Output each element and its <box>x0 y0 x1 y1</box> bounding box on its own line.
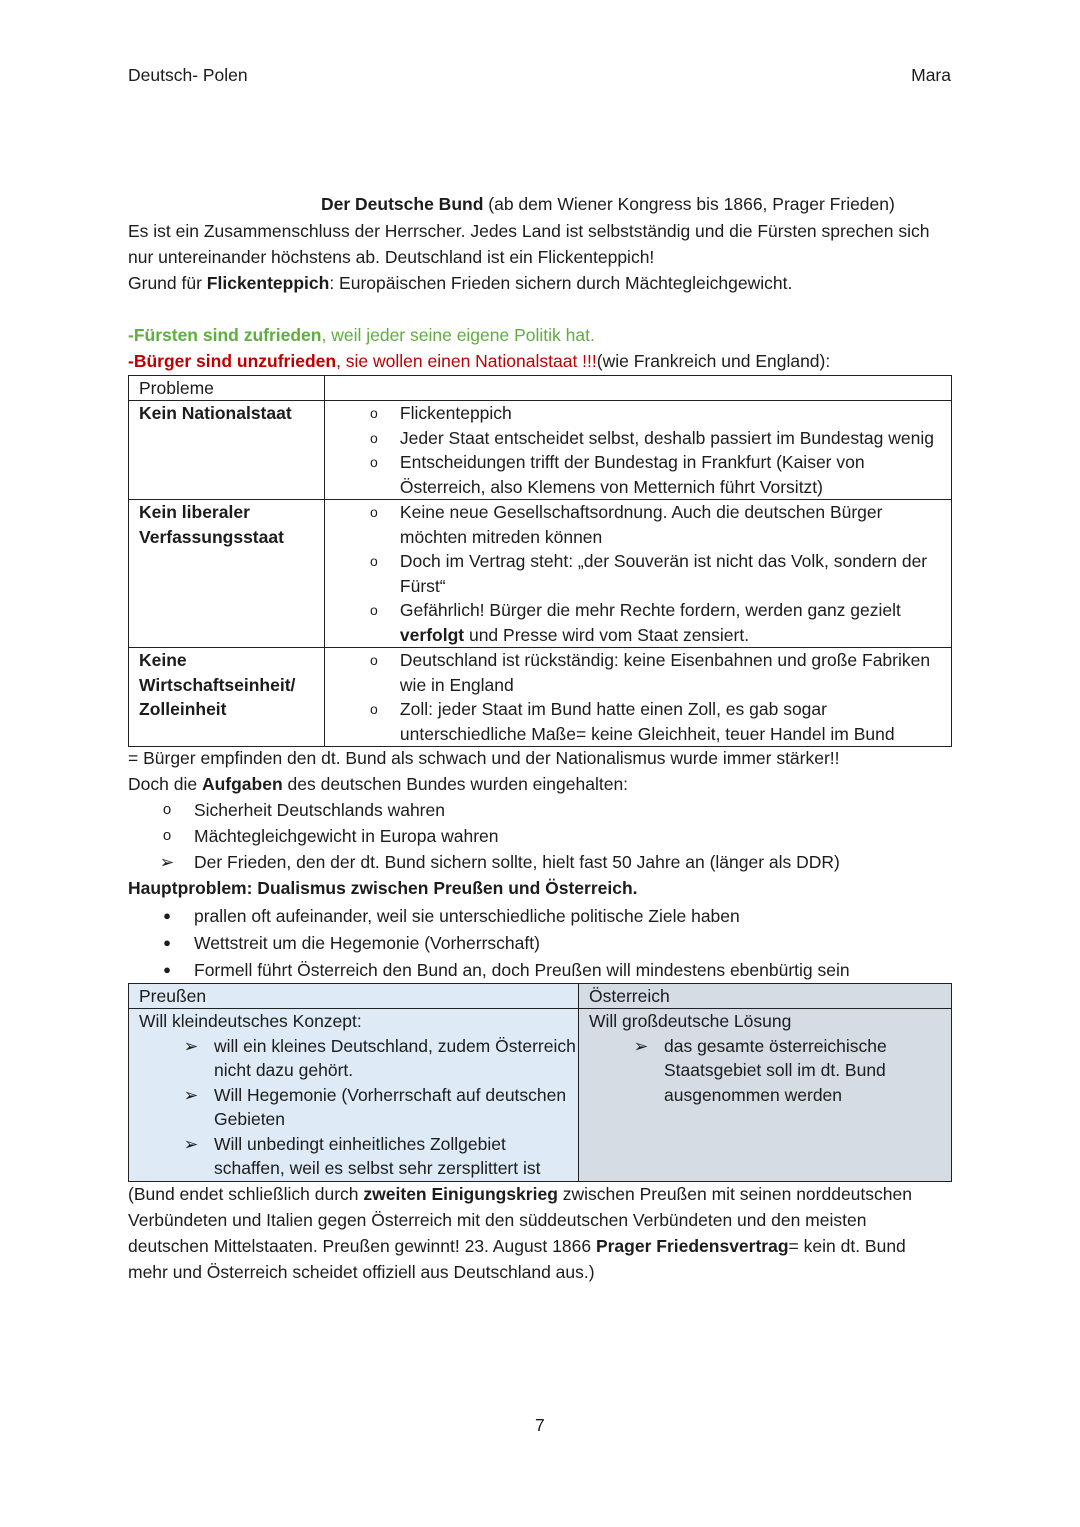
problem-item-text: Entscheidungen trifft der Bundestag in Frankfurt (Kaiser von Österreich, also Klemens von Metternich führt Vorsitzt) <box>399 452 865 497</box>
ending-pre: (Bund endet schließlich durch <box>128 1184 364 1204</box>
circle-bullet-icon: o <box>162 801 172 818</box>
prussia-cell <box>129 1009 579 1182</box>
circle-bullet-icon: o <box>162 827 172 844</box>
dot-bullet-icon: ● <box>163 908 171 923</box>
problem-items <box>324 500 951 648</box>
circle-bullet-icon: o <box>370 553 378 569</box>
problems-header: Probleme <box>129 376 325 401</box>
prussia-item-text: Will Hegemonie (Vorherrschaft auf deutschen Gebieten <box>214 1084 567 1129</box>
problem-item-text: Deutschland ist rückständig: keine Eisenbahnen und große Fabriken wie in England <box>399 650 931 695</box>
list-item <box>155 957 850 983</box>
summary-line: = Bürger empfinden den dt. Bund als schwach und der Nationalismus wurde immer stärker!! <box>128 748 840 768</box>
buerger-black-rest: (wie Frankreich und England): <box>596 351 831 371</box>
arrow-bullet-icon: ➢ <box>183 1084 199 1105</box>
page-title <box>321 191 895 217</box>
austria-header: Österreich <box>579 984 952 1009</box>
aufgaben-line <box>128 771 628 797</box>
intro-line-2: nur untereinander höchstens ab. Deutschland ist ein Flickenteppich! <box>128 247 655 267</box>
ending-post: = kein dt. Bund <box>788 1236 906 1256</box>
buerger-line <box>128 348 830 374</box>
aufgaben-bold: Aufgaben <box>201 774 283 794</box>
comparison-table <box>128 983 952 1182</box>
problem-label: Kein Nationalstaat <box>129 401 325 500</box>
austria-intro: Will großdeutsche Lösung <box>589 1011 792 1031</box>
problem-item-text: Doch im Vertrag steht: „der Souverän ist nicht das Volk, sondern der Fürst“ <box>399 551 928 596</box>
prussia-header: Preußen <box>129 984 579 1009</box>
header-left: Deutsch- Polen <box>128 65 248 85</box>
aufgaben-post: des deutschen Bundes wurden eingehalten: <box>282 774 629 794</box>
problem-label: Kein liberaler Verfassungsstaat <box>129 500 325 648</box>
circle-bullet-icon: o <box>370 504 378 520</box>
circle-bullet-icon: o <box>370 652 378 668</box>
list-item-text: Formell führt Österreich den Bund an, doch Preußen will mindestens ebenbürtig sein <box>194 960 850 980</box>
problem-items <box>324 648 951 747</box>
problem-item <box>325 500 951 549</box>
austria-item <box>589 1034 951 1108</box>
problem-item <box>325 426 951 451</box>
ending-line-2: Verbündeten und Italien gegen Österreich mit den süddeutschen Verbündeten und den meisten <box>128 1210 867 1230</box>
buerger-red-rest: , sie wollen einen Nationalstaat !!! <box>336 351 597 371</box>
dot-bullet-icon: ● <box>163 935 171 950</box>
dot-bullet-icon: ● <box>163 962 171 977</box>
ending-bold: zweiten Einigungskrieg <box>363 1184 558 1204</box>
problem-item <box>325 401 951 426</box>
list-item <box>155 930 540 956</box>
circle-bullet-icon: o <box>370 429 378 446</box>
intro-line-3-pre: Grund für <box>128 273 207 293</box>
prussia-item <box>139 1034 578 1083</box>
prussia-item-text: Will unbedingt einheitliches Zollgebiet schaffen, weil es selbst sehr zersplittert ist <box>214 1133 541 1178</box>
problem-item-text: Zoll: jeder Staat im Bund hatte einen Zoll, es gab sogar unterschiedliche Maße= keine Gleichheit, teuer Handel im Bund <box>399 699 895 744</box>
list-item-text: Mächtegleichgewicht in Europa wahren <box>194 826 499 846</box>
list-item-text: Der Frieden, den der dt. Bund sichern sollte, hielt fast 50 Jahre an (länger als DDR) <box>194 852 840 872</box>
aufgaben-pre: Doch die <box>128 774 202 794</box>
list-item <box>155 797 445 823</box>
problem-item-text: Gefährlich! Bürger die mehr Rechte fordern, werden ganz gezielt <box>399 600 901 620</box>
fuersten-bold: -Fürsten sind zufrieden <box>128 325 322 345</box>
ending-line-3 <box>128 1233 906 1259</box>
arrow-bullet-icon: ➢ <box>183 1133 199 1154</box>
ending-post: zwischen Preußen mit seinen norddeutschen <box>557 1184 912 1204</box>
austria-cell <box>579 1009 952 1182</box>
prussia-item <box>139 1132 578 1181</box>
list-item <box>155 849 840 875</box>
problem-label: Keine Wirtschaftseinheit/ Zolleinheit <box>129 648 325 747</box>
ending-line-4: mehr und Österreich scheidet offiziell aus Deutschland aus.) <box>128 1262 595 1282</box>
austria-item-text: das gesamte österreichische Staatsgebiet soll im dt. Bund ausgenommen werden <box>664 1035 887 1105</box>
fuersten-rest: , weil jeder seine eigene Politik hat. <box>321 325 595 345</box>
buerger-bold: -Bürger sind unzufrieden <box>128 351 337 371</box>
prussia-item-text: will ein kleines Deutschland, zudem Österreich nicht dazu gehört. <box>214 1035 576 1080</box>
list-item-text: Wettstreit um die Hegemonie (Vorherrschaft) <box>194 933 540 953</box>
problems-header-empty <box>324 376 951 401</box>
prussia-item <box>139 1083 578 1132</box>
header-right: Mara <box>911 65 951 85</box>
intro-line-3-bold: Flickenteppich <box>206 273 330 293</box>
intro-line-1: Es ist ein Zusammenschluss der Herrscher. Jedes Land ist selbstständig und die Fürsten sprechen sich <box>128 221 930 241</box>
problem-item <box>325 450 951 499</box>
problem-item <box>325 598 951 647</box>
title-bold: Der Deutsche Bund <box>321 194 484 214</box>
hauptproblem-heading: Hauptproblem: Dualismus zwischen Preußen und Österreich. <box>128 878 638 898</box>
arrow-bullet-icon: ➢ <box>159 852 175 872</box>
circle-bullet-icon: o <box>370 602 378 618</box>
list-item-text: prallen oft aufeinander, weil sie unterschiedliche politische Ziele haben <box>194 906 740 926</box>
intro-line-3-post: : Europäischen Frieden sichern durch Mächtegleichgewicht. <box>329 273 793 293</box>
ending-bold: Prager Friedensvertrag <box>595 1236 789 1256</box>
intro-line-3 <box>128 270 792 296</box>
circle-bullet-icon: o <box>370 405 378 421</box>
problem-item <box>325 648 951 697</box>
list-item-text: Sicherheit Deutschlands wahren <box>194 800 445 820</box>
problem-item <box>325 549 951 598</box>
problem-item-bold: verfolgt <box>399 624 465 645</box>
title-rest: (ab dem Wiener Kongress bis 1866, Prager Frieden) <box>483 194 895 214</box>
problems-table <box>128 375 952 747</box>
fuersten-line <box>128 322 595 348</box>
list-item <box>155 823 498 849</box>
page-number: 7 <box>535 1415 545 1435</box>
ending-line-1 <box>128 1181 912 1207</box>
circle-bullet-icon: o <box>370 701 378 717</box>
problem-item-text: Keine neue Gesellschaftsordnung. Auch die deutschen Bürger möchten mitreden können <box>399 502 883 547</box>
problem-item-text: Jeder Staat entscheidet selbst, deshalb passiert im Bundestag wenig <box>399 427 934 448</box>
arrow-bullet-icon: ➢ <box>633 1035 649 1056</box>
problem-item-text-post: und Presse wird vom Staat zensiert. <box>464 624 750 645</box>
problem-item-text: Flickenteppich <box>399 403 512 423</box>
problem-items <box>324 401 951 500</box>
list-item <box>155 903 740 929</box>
ending-pre: deutschen Mittelstaaten. Preußen gewinnt! 23. August 1866 <box>128 1236 596 1256</box>
arrow-bullet-icon: ➢ <box>183 1035 199 1056</box>
circle-bullet-icon: o <box>370 454 378 470</box>
prussia-intro: Will kleindeutsches Konzept: <box>139 1011 362 1031</box>
problem-item <box>325 697 951 746</box>
